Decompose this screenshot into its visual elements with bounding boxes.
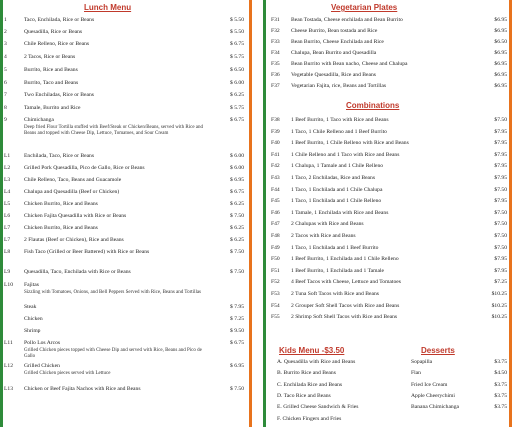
item-description: 1 Beef Burrito, 1 Taco with Rice and Beans [291, 117, 389, 123]
item-price: $6.95 [494, 50, 507, 56]
left-green-border [0, 0, 3, 427]
item-description: Chicken Burrito, Rice and Beans [24, 225, 98, 231]
item-description: 2 Tuna Soft Tacos with Rice and Beans [291, 291, 379, 297]
item-price: $ 5.75 [230, 54, 244, 60]
item-description: 1 Beef Burrito, 1 Enchilada and 1 Tamale [291, 267, 385, 274]
item-note: Deep fried Flour Tortilla stuffed with Beef/Steak or Chicken/Beans, served with Rice and Beans and topped with Cheese Dip, Lettuce, Tomatoes, and Sour Cream [24, 125, 204, 136]
item-description: Bean Tostada, Cheese enchilada and Bean Burrito [291, 17, 403, 23]
kids-item: F. Chicken Fingers and Fries [277, 415, 342, 422]
item-number: F40 [271, 140, 280, 147]
menu-row [4, 66, 244, 75]
item-description: 2 Tacos with Rice and Beans [291, 233, 356, 239]
item-price: $7.95 [494, 198, 507, 205]
item-number: F34 [271, 50, 280, 56]
item-price: $ 9.50 [230, 328, 244, 334]
item-price: $7.25 [494, 279, 507, 286]
item-price: $ 6.25 [230, 201, 244, 207]
item-number: F45 [271, 198, 280, 205]
menu-row [4, 152, 244, 161]
item-description: 2 Shrimp Soft Shell Tacos with Rice and Beans [291, 314, 398, 321]
item-price: $7.50 [494, 233, 507, 239]
item-description: Vegetarian Fajita, rice, Beans and Tortillas [291, 83, 387, 89]
item-number: F41 [271, 151, 280, 158]
item-price: $ 7.50 [230, 269, 244, 275]
item-price: $6.50 [494, 39, 507, 45]
item-description: Quesadilla, Taco, Enchilada with Rice or Beans [24, 269, 131, 275]
item-number: L7 [4, 237, 11, 243]
item-description: Vegetable Quesadilla, Rice and Beans [291, 72, 376, 78]
menu-row [4, 236, 244, 245]
item-price: $7.50 [494, 221, 507, 228]
item-description: 1 Chalupa, 1 Tamale and 1 Chile Relleno [291, 163, 384, 170]
item-number: L10 [4, 282, 14, 288]
item-number: 1 [4, 17, 7, 23]
item-description: Chalupa and Quesadilla (Beef or Chicken) [24, 189, 120, 195]
item-description: 1 Taco, 2 Enchiladas, Rice and Beans [291, 175, 376, 181]
menu-row [271, 313, 507, 322]
item-description: 1 Taco, 1 Chile Relleno and 1 Beef Burrito [291, 128, 387, 135]
item-price: $ 6.75 [230, 117, 244, 123]
item-price: $7.95 [494, 128, 507, 135]
item-price: $ 6.75 [230, 41, 244, 47]
menu-row [271, 71, 507, 80]
menu-row [4, 164, 244, 173]
menu-row [4, 362, 244, 371]
item-number: F50 [271, 256, 280, 263]
item-description: Chicken [24, 316, 43, 322]
menu-row [271, 139, 507, 148]
menu-row [271, 60, 507, 69]
menu-row [271, 116, 507, 125]
item-price: $ 6.25 [230, 225, 244, 231]
item-price: $ 5.75 [230, 105, 244, 111]
item-price: $ 5.50 [230, 17, 244, 23]
item-number: 4 [4, 54, 7, 60]
dessert-price: $4.50 [494, 370, 507, 377]
item-price: $6.95 [494, 17, 507, 23]
item-note: Grilled Chicken pieces served with Lettuce [24, 371, 111, 376]
item-number: F49 [271, 244, 280, 251]
item-number: F33 [271, 39, 280, 45]
item-number: L1 [4, 153, 11, 159]
item-description: 1 Tamale, 1 Enchilada with Rice and Beans [291, 209, 389, 216]
item-description: Fish Taco (Grilled or Beer Battered) with Rice or Beans [24, 249, 150, 255]
menu-row [271, 278, 507, 287]
item-number: F51 [271, 267, 280, 274]
item-description: 1 Taco, 1 Enchilada and 1 Beef Burrito [291, 244, 379, 251]
item-description: Tamale, Burrito and Rice [24, 105, 81, 111]
item-price: $ 6.00 [230, 165, 244, 171]
right-column [271, 0, 507, 427]
item-note: Sizzling with Tomatoes, Onions, and Bell Peppers Served with Rice, Beans and Tortillas [24, 290, 202, 295]
item-number: F31 [271, 17, 280, 23]
desserts-title: Desserts [421, 346, 455, 355]
item-note: Grilled Chicken pieces topped with Cheese Dip and served with Rice, Beans and Pico de Gallo [24, 348, 202, 359]
item-description: Enchilada, Taco, Rice or Beans [24, 153, 95, 159]
item-price: $7.95 [494, 151, 507, 158]
item-number: 5 [4, 67, 7, 73]
menu-row [271, 151, 507, 160]
item-price: $7.95 [494, 256, 507, 263]
item-description: 2 Flautas (Beef or Chicken), Rice and Beans [24, 237, 124, 243]
item-description: Grilled Chicken [24, 363, 60, 369]
item-number: L8 [4, 249, 11, 255]
menu-row [4, 116, 244, 125]
item-price: $ 7.95 [230, 304, 244, 310]
menu-row [4, 79, 244, 88]
kids-item: C. Enchilada Rice and Beans [277, 381, 343, 388]
menu-row [271, 267, 507, 276]
menu-row [271, 255, 507, 264]
item-description: Taco, Enchilada, Rice or Beans [24, 17, 95, 23]
item-number: 2 [4, 29, 7, 35]
item-number: L11 [4, 340, 13, 346]
item-description: Shrimp [24, 328, 41, 334]
menu-row [4, 53, 244, 62]
item-number: F46 [271, 209, 280, 216]
dessert-name: Flan [411, 370, 421, 377]
menu-row [271, 232, 507, 241]
item-number: L12 [4, 363, 14, 369]
combinations-title: Combinations [346, 101, 400, 110]
item-number: L2 [4, 165, 11, 171]
menu-row [4, 200, 244, 209]
item-description: Burrito, Taco and Beans [24, 80, 79, 86]
item-price: $ 7.50 [230, 213, 244, 219]
item-number: 6 [4, 80, 7, 86]
dessert-price: $3.75 [494, 359, 507, 365]
item-number: L5 [4, 201, 11, 207]
item-number: 3 [4, 41, 7, 47]
menu-row [271, 290, 507, 299]
menu-row [271, 27, 507, 36]
menu-row [4, 16, 244, 25]
item-number: F39 [271, 128, 280, 135]
item-description: Cheese Burrito, Bean tostada and Rice [291, 28, 378, 34]
item-price: $ 5.50 [230, 29, 244, 35]
kids-item: A. Quesadilla with Rice and Beans [277, 359, 356, 365]
item-description: Chile Relleno, Taco, Beans and Guacamole [24, 177, 122, 183]
item-description: Chile Relleno, Rice or Beans [24, 41, 90, 47]
item-price: $ 6.00 [230, 80, 244, 86]
dessert-row [411, 369, 507, 378]
item-price: $ 6.95 [230, 177, 244, 183]
menu-row [4, 188, 244, 197]
item-description: Quesadilla, Rice or Beans [24, 29, 83, 35]
vegetarian-title: Vegetarian Plates [331, 3, 398, 12]
item-price: $6.95 [494, 28, 507, 34]
menu-row [271, 244, 507, 253]
menu-row [271, 174, 507, 183]
menu-row [271, 197, 507, 206]
item-description: Chimichanga [24, 117, 54, 123]
item-description: Fajitas [24, 282, 39, 288]
menu-row [4, 176, 244, 185]
item-number: 8 [4, 105, 7, 111]
item-description: Chicken or Beef Fajita Nachos with Rice and Beans [24, 386, 141, 392]
item-price: $10.25 [491, 314, 507, 321]
menu-row [271, 82, 507, 91]
menu-row [271, 186, 507, 195]
item-number: F38 [271, 117, 280, 123]
menu-row [4, 224, 244, 233]
kids-item: B. Burrito Rice and Beans [277, 370, 336, 377]
dessert-row [411, 392, 507, 401]
center-orange-border [249, 0, 252, 427]
item-description: 1 Beef Burrito, 1 Chile Relleno with Rice and Beans [291, 140, 409, 147]
item-price: $7.50 [494, 209, 507, 216]
item-description: Two Enchiladas, Rice or Beans [24, 92, 94, 98]
item-number: L9 [4, 269, 11, 275]
menu-row [4, 385, 244, 394]
item-price: $ 6.50 [230, 67, 244, 73]
item-price: $ 6.25 [230, 237, 244, 243]
item-price: $ 7.25 [230, 316, 244, 322]
item-number: F52 [271, 279, 280, 286]
item-description: Pollo Los Arcos [24, 340, 61, 346]
item-description: 1 Chile Relleno and 1 Taco with Rice and Beans [291, 151, 400, 158]
dessert-row [411, 381, 507, 390]
item-description: Chicken Burrito, Rice and Beans [24, 201, 98, 207]
item-number: F48 [271, 233, 280, 239]
menu-row [4, 327, 244, 336]
item-description: 2 Grouper Soft Shell Tacos with Rice and Beans [291, 302, 400, 309]
menu-row [4, 40, 244, 49]
item-number: F37 [271, 83, 280, 89]
menu-row [4, 281, 244, 290]
item-number: F36 [271, 72, 280, 78]
item-description: 1 Beef Burrito, 1 Enchilada and 1 Chile Relleno [291, 256, 399, 263]
dessert-name: Banana Chimichanga [411, 404, 459, 411]
item-price: $ 6.75 [230, 340, 244, 346]
item-description: Chicken Fajita Quesadilla with Rice or Beans [24, 213, 127, 219]
menu-row [271, 162, 507, 171]
item-number: F44 [271, 186, 280, 193]
item-description: 2 Chalupas with Rice and Beans [291, 221, 364, 228]
item-number: F35 [271, 61, 280, 67]
item-price: $7.50 [494, 186, 507, 193]
item-description: Steak [24, 304, 37, 310]
item-number: F53 [271, 291, 280, 297]
item-description: 1 Taco, 1 Enchilada and 1 Chile Relleno [291, 198, 382, 205]
dessert-price: $3.75 [494, 381, 507, 388]
item-price: $6.95 [494, 83, 507, 89]
item-price: $ 6.25 [230, 92, 244, 98]
item-description: 2 Tacos, Rice or Beans [24, 54, 76, 60]
item-number: F42 [271, 163, 280, 170]
item-number: F54 [271, 302, 280, 309]
menu-row [4, 268, 244, 277]
menu-row [271, 128, 507, 137]
item-price: $ 7.50 [230, 249, 244, 255]
item-description: Chalupa, Bean Burrito and Quesadilla [291, 50, 377, 56]
kids-item: E. Grilled Cheese Sandwich & Fries [277, 404, 359, 411]
item-number: F43 [271, 175, 280, 181]
item-description: Grilled Pork Quesadilla, Pico de Gallo, Rice or Beans [24, 165, 145, 171]
item-description: 1 Taco, 1 Enchilada and 1 Chile Chalupa [291, 186, 383, 193]
lunch-menu-title: Lunch Menu [84, 3, 132, 12]
item-description: 4 Beef Tacos with Cheese, Lettuce and Tomatoes [291, 279, 401, 286]
item-number: L4 [4, 189, 11, 195]
item-number: F47 [271, 221, 280, 228]
item-price: $7.95 [494, 267, 507, 274]
item-number: F55 [271, 314, 280, 321]
dessert-price: $3.75 [494, 404, 507, 411]
lunch-column [4, 0, 244, 427]
center-green-border [263, 0, 266, 427]
item-number: L7 [4, 225, 11, 231]
menu-row [271, 16, 507, 25]
menu-row [4, 28, 244, 37]
item-description: Bean Burrito with Bean nacho, Cheese and Chalupa [291, 61, 408, 67]
menu-row [271, 220, 507, 229]
dessert-row [411, 403, 507, 412]
item-price: $7.95 [494, 140, 507, 147]
item-price: $7.50 [494, 117, 507, 123]
dessert-row [411, 358, 507, 367]
item-price: $ 6.95 [230, 363, 244, 369]
menu-row [4, 91, 244, 100]
menu-row [4, 248, 244, 257]
menu-row [271, 38, 507, 47]
item-price: $10.25 [491, 291, 507, 297]
item-number: L6 [4, 213, 11, 219]
item-price: $6.95 [494, 72, 507, 78]
item-price: $ 6.00 [230, 153, 244, 159]
menu-row [271, 302, 507, 311]
menu-row [4, 315, 244, 324]
item-price: $7.95 [494, 163, 507, 170]
menu-row [4, 212, 244, 221]
dessert-name: Apple Cheerychimi [411, 392, 455, 399]
menu-row [271, 209, 507, 218]
item-number: L13 [4, 386, 14, 392]
item-price: $ 6.75 [230, 189, 244, 195]
item-description: Burrito, Rice and Beans [24, 67, 78, 73]
dessert-price: $3.75 [494, 392, 507, 399]
item-number: 7 [4, 92, 7, 98]
item-price: $6.95 [494, 61, 507, 67]
item-description: Bean Burrito, Cheese Enchilada and Rice [291, 39, 384, 45]
item-price: $7.50 [494, 244, 507, 251]
item-price: $7.95 [494, 175, 507, 181]
item-number: 9 [4, 117, 7, 123]
item-price: $ 7.50 [230, 386, 244, 392]
menu-row [4, 303, 244, 312]
item-price: $10.25 [491, 302, 507, 309]
menu-row [271, 49, 507, 58]
kids-item: D. Taco Rice and Beans [277, 392, 331, 399]
dessert-name: Fried Ice Cream [411, 381, 448, 388]
item-number: L3 [4, 177, 11, 183]
menu-row [4, 339, 244, 348]
dessert-name: Sopapilla [411, 359, 433, 365]
kids-menu-title: Kids Menu -$3.50 [279, 346, 345, 355]
menu-row [4, 104, 244, 113]
item-number: F32 [271, 28, 280, 34]
